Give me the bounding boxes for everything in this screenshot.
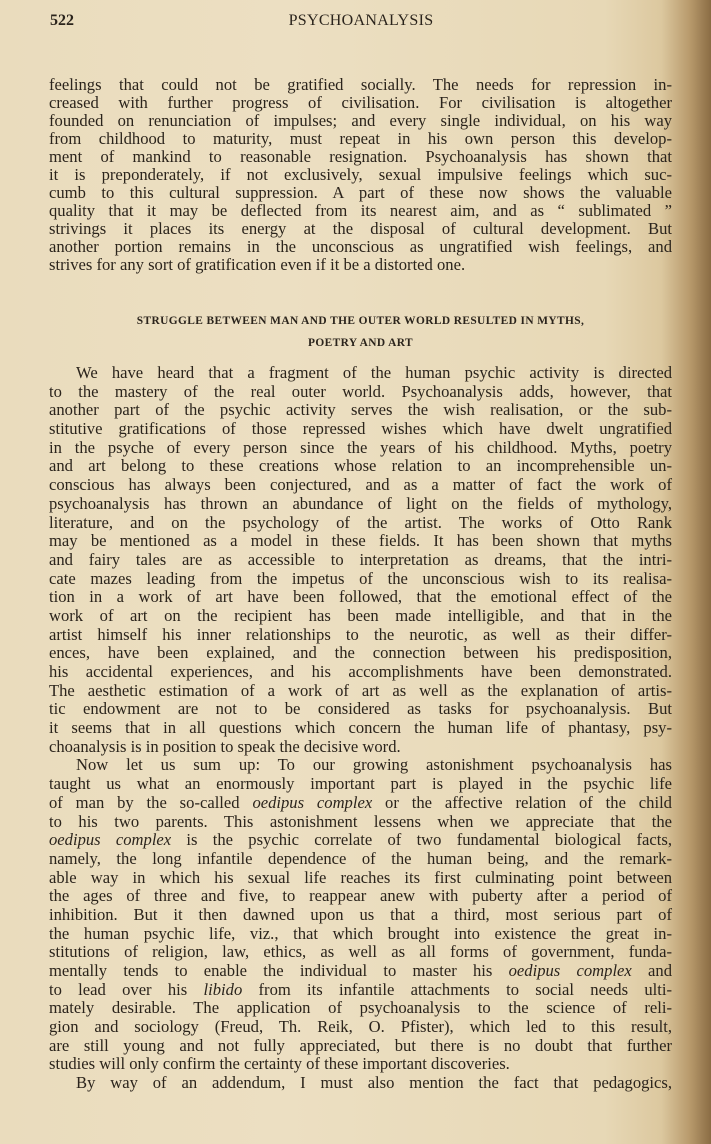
text-segment: to lead over his <box>49 979 204 999</box>
italic-term: libido <box>203 979 243 999</box>
text-line: creased with further progress of civilisation. For civilisation is altogether <box>49 93 672 112</box>
text-line: work of art on the recipient has been made intelligible, and that in the <box>49 605 672 625</box>
text-line: choanalysis is in position to speak the decisive word. <box>49 736 401 756</box>
text-line: his accidental experiences, and his accomplishments have been demonstrated. <box>49 662 672 681</box>
text-line: may be mentioned as a model in these fields. It has been shown that myths <box>49 531 672 551</box>
text-line: in the psyche of every person since the years of his childhood. Myths, poetry <box>49 437 672 457</box>
page-number: 522 <box>50 12 74 29</box>
text-line: from childhood to maturity, must repeat in his own person this develop- <box>49 129 672 148</box>
italic-term: oedipus complex <box>49 830 172 850</box>
italic-term: oedipus complex <box>252 792 373 812</box>
text-line: studies will only confirm the certainty of these important discoveries. <box>49 1054 510 1074</box>
text-line: Now let us sum up: To our growing astonishment psychoanalysis has <box>76 755 672 775</box>
text-line: strives for any sort of gratification even if it be a distorted one. <box>49 255 466 274</box>
text-line: taught us what an enormously important part is played in the psychic life <box>49 774 672 794</box>
text-line: literature, and on the psychology of the artist. The works of Otto Rank <box>49 512 672 532</box>
text-line: The aesthetic estimation of a work of art as well as the explanation of artis- <box>49 680 672 700</box>
text-segment: is the psychic correlate of two fundamental biological facts, <box>171 830 672 850</box>
paragraph <box>49 364 672 756</box>
text-line <box>49 981 672 1000</box>
text-segment: of man by the so-called <box>49 792 253 812</box>
text-line: it is preponderately, if not exclusively, sexual impulsive feelings which suc- <box>49 165 672 184</box>
text-line: feelings that could not be gratified socially. The needs for repression in- <box>49 75 672 94</box>
text-line: to his two parents. This astonishment lessens when we appreciate that the <box>49 811 672 831</box>
text-line: it seems that in all questions which concern the human life of phantasy, psy- <box>49 718 672 738</box>
text-line <box>49 794 672 813</box>
text-line: We have heard that a fragment of the human psychic activity is directed <box>76 363 672 382</box>
text-line: namely, the long infantile dependence of the human being, and the remark- <box>49 848 672 868</box>
text-line: the ages of three and five, to reappear anew with puberty after a period of <box>49 886 672 906</box>
text-line: mately desirable. The application of psychoanalysis to the science of reli- <box>49 998 672 1018</box>
text-line: cate mazes leading from the impetus of the unconscious wish to its realisa- <box>49 568 672 588</box>
text-line: stitutive gratifications of those repressed wishes which have dwelt ungratified <box>49 419 672 439</box>
text-line: conscious has always been conjectured, and as a matter of fact the work of <box>49 475 672 495</box>
text-segment: and <box>631 961 672 980</box>
italic-term: oedipus complex <box>508 961 632 980</box>
text-segment: or the affective relation of the child <box>372 792 672 812</box>
text-line: cumb to this cultural suppression. A part of these now shows the valuable <box>49 183 672 202</box>
text-line: able way in which his sexual life reaches its first culminating point between <box>49 867 672 887</box>
running-title: PSYCHOANALYSIS <box>288 12 434 29</box>
text-line: psychoanalysis has thrown an abundance of light on the fields of mythology, <box>49 493 672 513</box>
section-heading-line: STRUGGLE BETWEEN MAN AND THE OUTER WORLD RESULTED IN MYTHS, <box>136 315 585 327</box>
text-line: founded on renunciation of impulses; and every single individual, on his way <box>49 111 672 130</box>
text-line <box>49 831 672 850</box>
text-line: strivings it places its energy at the disposal of cultural development. But <box>49 219 672 238</box>
text-line: to the mastery of the real outer world. Psychoanalysis adds, however, that <box>49 381 672 401</box>
text-line: are still young and not fully appreciated, but there is no doubt that further <box>49 1035 672 1055</box>
text-line: inhibition. But it then dawned upon us that a third, most serious part of <box>49 904 672 924</box>
text-line: ment of mankind to reasonable resignation. Psychoanalysis has shown that <box>49 147 672 166</box>
text-line: artist himself his inner relationships to the neurotic, as well as their differ- <box>49 624 672 644</box>
text-line: and art belong to these creations whose relation to an incomprehensible un- <box>49 456 672 476</box>
text-line: By way of an addendum, I must also mention the fact that pedagogics, <box>76 1073 672 1093</box>
body-text-main <box>49 364 672 1093</box>
section-heading-line: POETRY AND ART <box>307 337 413 349</box>
paragraph <box>49 76 672 274</box>
text-line: gion and sociology (Freud, Th. Reik, O. Pfister), which led to this result, <box>49 1017 672 1037</box>
body-text-top <box>49 76 672 274</box>
text-line: tion in a work of art have been followed, that the emotional effect of the <box>49 587 672 607</box>
paragraph <box>49 756 672 1074</box>
text-line: tic endowment are not to be considered as tasks for psychoanalysis. But <box>49 699 672 719</box>
text-line: and fairy tales are as accessible to interpretation as dreams, that the intri- <box>49 549 672 569</box>
running-header <box>50 12 672 34</box>
text-line: another part of the psychic activity serves the wish realisation, or the sub- <box>49 400 672 420</box>
text-line <box>49 962 672 981</box>
text-line: quality that it may be deflected from its nearest aim, and as “ sublimated ” <box>49 201 672 220</box>
text-segment: from its infantile attachments to social needs ulti- <box>242 979 672 999</box>
text-line: another portion remains in the unconscious as ungratified wish feelings, and <box>49 237 672 256</box>
text-segment: mentally tends to enable the individual to master his <box>49 961 509 980</box>
section-heading <box>49 310 672 354</box>
text-line: stitutions of religion, law, ethics, as well as all forms of government, funda- <box>49 942 672 962</box>
text-line: ences, have been explained, and the connection between his predisposition, <box>49 643 672 663</box>
paragraph <box>49 1074 672 1093</box>
text-line: the human psychic life, viz., that which brought into existence the great in- <box>49 923 672 943</box>
